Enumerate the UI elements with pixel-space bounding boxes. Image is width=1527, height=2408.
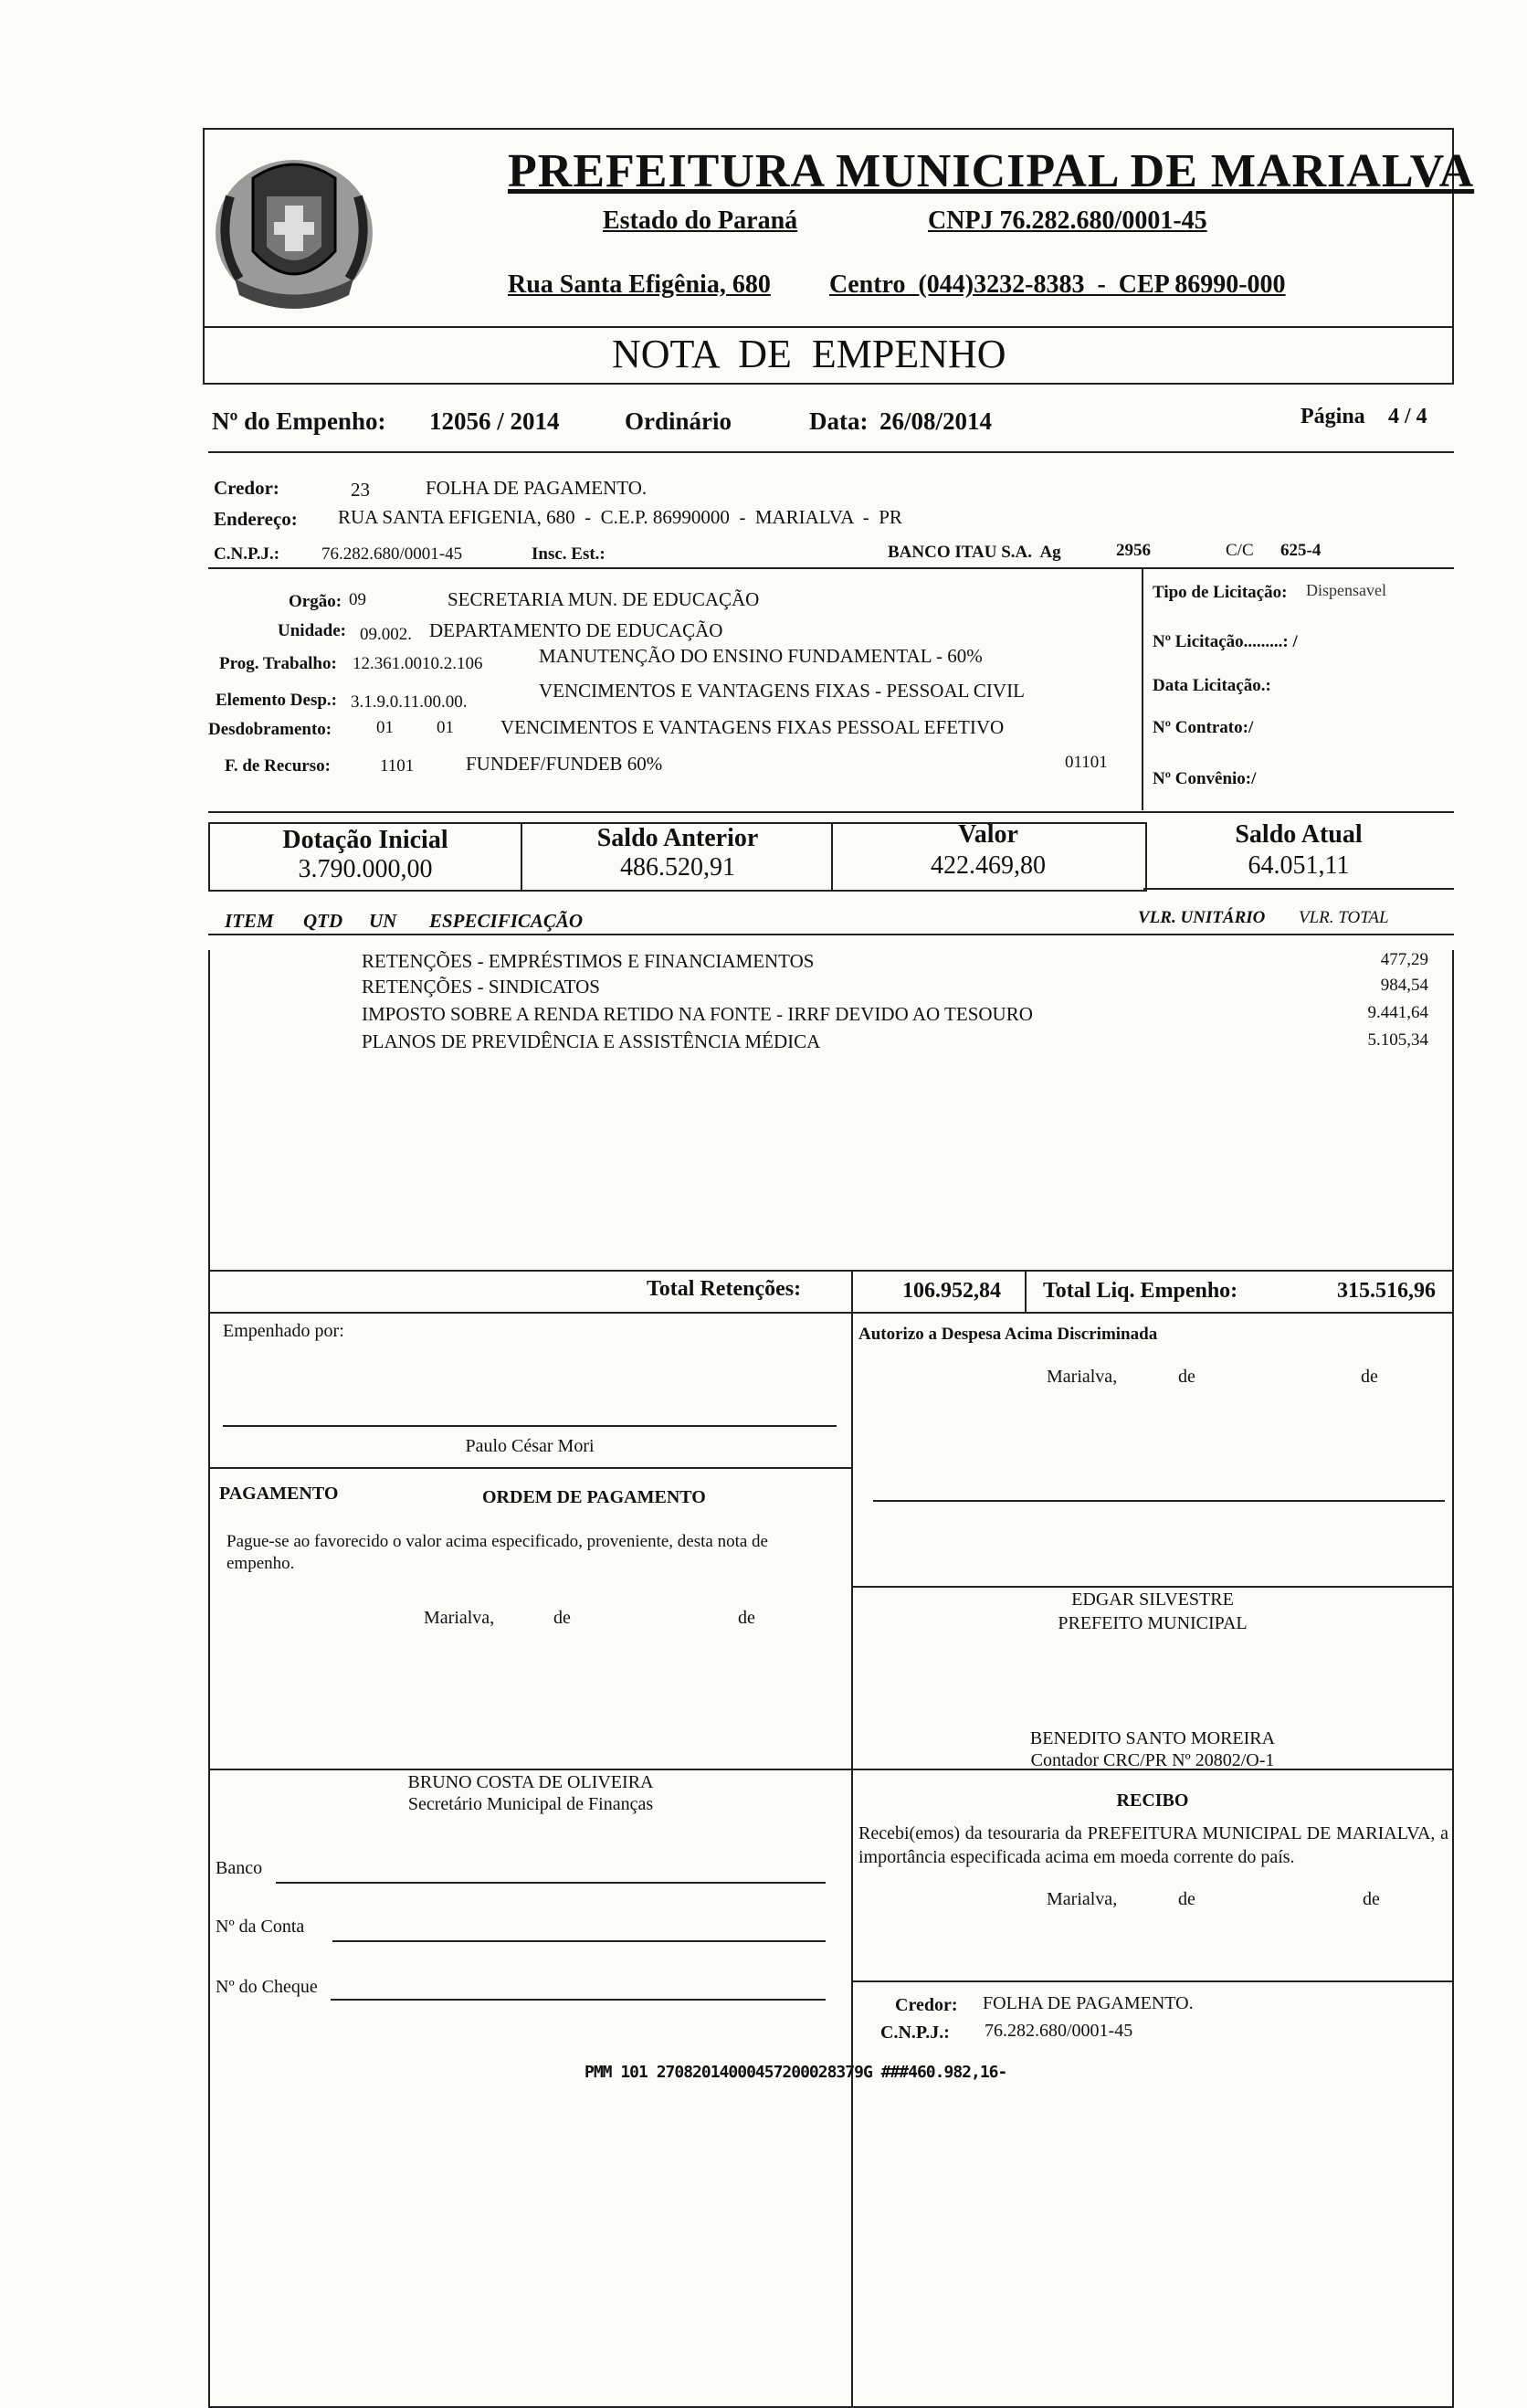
- recibo-label: RECIBO: [1116, 1790, 1189, 1811]
- fonte-recurso-label: F. de Recurso:: [225, 756, 331, 776]
- list-item: RETENÇÕES - SINDICATOS: [362, 976, 600, 998]
- total-liquido-value: 315.516,96: [1337, 1279, 1436, 1303]
- prefeito-title: PREFEITO MUNICIPAL: [1058, 1613, 1248, 1633]
- item-header: ITEM: [225, 910, 274, 932]
- document-title: NOTA DE EMPENHO: [612, 332, 1006, 376]
- unidade-name: DEPARTAMENTO DE EDUCAÇÃO: [429, 619, 723, 641]
- autorizo-de-1: de: [1178, 1367, 1195, 1387]
- credor-cnpj: 76.282.680/0001-45: [321, 544, 463, 564]
- prog-trabalho-code: 12.361.0010.2.106: [353, 654, 483, 673]
- pague-se-text: Pague-se ao favorecido o valor acima especificado, proveniente, desta nota de empenho.: [226, 1532, 768, 1573]
- vlr-unitario-header: VLR. UNITÁRIO: [1138, 908, 1266, 927]
- footer-cnpj: 76.282.680/0001-45: [985, 2021, 1133, 2041]
- footer-code: PMM 101 27082014000457200028379G ###460.982,16-: [584, 2063, 1007, 2082]
- fonte-recurso-code-2: 01101: [1065, 753, 1108, 772]
- state-name: Estado do Paraná: [603, 206, 798, 235]
- empenho-date: 26/08/2014: [879, 407, 993, 435]
- prefeito-name: EDGAR SILVESTRE: [1071, 1589, 1234, 1610]
- tipo-licitacao: Dispensavel: [1306, 581, 1386, 599]
- cc-number: 625-4: [1280, 541, 1322, 560]
- fonte-recurso-name: FUNDEF/FUNDEB 60%: [466, 753, 663, 775]
- prog-trabalho-name: MANUTENÇÃO DO ENSINO FUNDAMENTAL - 60%: [539, 645, 983, 667]
- desdobramento-name: VENCIMENTOS E VANTAGENS FIXAS PESSOAL EFETIVO: [500, 716, 1005, 738]
- unidade-label: Unidade:: [278, 621, 346, 640]
- orgao-code: 09: [349, 590, 366, 609]
- saldo-atual-value: 64.051,11: [1248, 851, 1350, 880]
- especificacao-header: ESPECIFICAÇÃO: [429, 910, 584, 932]
- list-item: PLANOS DE PREVIDÊNCIA E ASSISTÊNCIA MÉDICA: [362, 1030, 821, 1052]
- tipo-licitacao-label: Tipo de Licitação:: [1153, 583, 1288, 602]
- list-item-value: 477,29: [1380, 950, 1428, 969]
- list-item-value: 5.105,34: [1367, 1030, 1428, 1050]
- elemento-name: VENCIMENTOS E VANTAGENS FIXAS - PESSOAL CIVIL: [539, 680, 1025, 702]
- ordem-pagamento-label: ORDEM DE PAGAMENTO: [482, 1487, 706, 1507]
- contador-title: Contador CRC/PR Nº 20802/O-1: [1030, 1750, 1275, 1770]
- cnpj-label: C.N.P.J.:: [214, 544, 280, 564]
- pagamento-city: Marialva,: [424, 1608, 495, 1628]
- org-name: PREFEITURA MUNICIPAL DE MARIALVA: [508, 145, 1475, 197]
- district-phone-cep: Centro (044)3232-8383 - CEP 86990-000: [829, 270, 1286, 299]
- footer-cnpj-label: C.N.P.J.:: [880, 2023, 950, 2043]
- secretario-name: BRUNO COSTA DE OLIVEIRA: [407, 1772, 654, 1792]
- credor-code: 23: [351, 479, 370, 501]
- bank-agency: 2956: [1116, 541, 1151, 560]
- elemento-label: Elemento Desp.:: [216, 691, 337, 710]
- total-liquido-label: Total Liq. Empenho:: [1043, 1279, 1238, 1303]
- list-item: RETENÇÕES - EMPRÉSTIMOS E FINANCIAMENTOS: [362, 950, 815, 972]
- conta-label: Nº da Conta: [216, 1917, 305, 1937]
- valor-label: Valor: [958, 820, 1018, 849]
- list-item-value: 984,54: [1380, 976, 1428, 995]
- cheque-label: Nº do Cheque: [216, 1977, 318, 1997]
- prog-trabalho-label: Prog. Trabalho:: [219, 654, 337, 673]
- street-address: Rua Santa Efigênia, 680: [508, 270, 771, 299]
- insc-est-label: Insc. Est.:: [532, 544, 606, 564]
- orgao-name: SECRETARIA MUN. DE EDUCAÇÃO: [448, 588, 760, 610]
- saldo-atual-label: Saldo Atual: [1235, 820, 1363, 849]
- date-label: Data:: [809, 407, 869, 435]
- recibo-city: Marialva,: [1047, 1889, 1118, 1909]
- empenho-type: Ordinário: [625, 407, 732, 435]
- data-licitacao-label: Data Licitação.:: [1153, 676, 1271, 695]
- desdobramento-code-2: 01: [437, 718, 454, 737]
- total-retencoes-label: Total Retenções:: [647, 1277, 802, 1301]
- banco-label: Banco: [216, 1858, 263, 1878]
- unidade-code: 09.002.: [360, 625, 412, 644]
- vlr-total-header: VLR. TOTAL: [1299, 908, 1389, 927]
- autorizo-city: Marialva,: [1047, 1367, 1118, 1387]
- empenhado-por-name: Paulo César Mori: [465, 1436, 595, 1456]
- coat-of-arms-emblem: [203, 142, 385, 324]
- contrato-label: Nº Contrato:/: [1153, 718, 1254, 737]
- contador-name: BENEDITO SANTO MOREIRA: [1029, 1728, 1276, 1748]
- pagamento-de-1: de: [553, 1608, 571, 1628]
- endereco: RUA SANTA EFIGENIA, 680 - C.E.P. 86990000 - MARIALVA - PR: [338, 506, 902, 528]
- desdobramento-code-1: 01: [376, 718, 394, 737]
- recibo-de-2: de: [1363, 1889, 1380, 1909]
- dotacao-label: Dotação Inicial: [282, 826, 448, 854]
- header-cnpj: CNPJ 76.282.680/0001-45: [928, 206, 1207, 235]
- bank-name: BANCO ITAU S.A. Ag: [888, 543, 1061, 562]
- page-label: Página: [1301, 405, 1365, 428]
- recibo-text: Recebi(emos) da tesouraria da PREFEITURA MUNICIPAL DE MARIALVA, a importância especificada acima em moeda corrente do país.: [858, 1823, 1448, 1867]
- valor-value: 422.469,80: [931, 851, 1046, 880]
- pagamento-label: PAGAMENTO: [219, 1484, 339, 1504]
- elemento-code: 3.1.9.0.11.00.00.: [351, 692, 468, 712]
- convenio-label: Nº Convênio:/: [1153, 769, 1257, 788]
- un-header: UN: [369, 910, 397, 932]
- empenhado-por-label: Empenhado por:: [223, 1321, 344, 1341]
- list-item: IMPOSTO SOBRE A RENDA RETIDO NA FONTE - IRRF DEVIDO AO TESOURO: [362, 1003, 1033, 1025]
- desdobramento-label: Desdobramento:: [208, 720, 332, 739]
- autorizo-de-2: de: [1361, 1367, 1378, 1387]
- empenho-number-label: Nº do Empenho:: [212, 407, 386, 435]
- autorizo-label: Autorizo a Despesa Acima Discriminada: [858, 1325, 1158, 1344]
- cc-label: C/C: [1226, 541, 1254, 560]
- credor-name: FOLHA DE PAGAMENTO.: [426, 477, 648, 499]
- qtd-header: QTD: [303, 910, 343, 932]
- saldo-anterior-label: Saldo Anterior: [596, 824, 759, 852]
- recibo-de-1: de: [1178, 1889, 1195, 1909]
- empenho-number: 12056 / 2014: [429, 407, 560, 435]
- endereco-label: Endereço:: [214, 508, 298, 530]
- dotacao-value: 3.790.000,00: [298, 855, 433, 883]
- orgao-label: Orgão:: [289, 592, 342, 611]
- footer-credor: FOLHA DE PAGAMENTO.: [983, 1993, 1194, 2013]
- secretario-title: Secretário Municipal de Finanças: [407, 1794, 654, 1814]
- credor-label: Credor:: [214, 477, 279, 499]
- list-item-value: 9.441,64: [1367, 1003, 1428, 1022]
- saldo-anterior-value: 486.520,91: [620, 853, 735, 882]
- numero-licitacao-label: Nº Licitação.........: /: [1153, 632, 1298, 651]
- total-retencoes-value: 106.952,84: [902, 1279, 1001, 1303]
- page-number: 4 / 4: [1388, 405, 1427, 428]
- pagamento-de-2: de: [738, 1608, 755, 1628]
- footer-credor-label: Credor:: [895, 1995, 958, 2015]
- fonte-recurso-code: 1101: [380, 756, 415, 776]
